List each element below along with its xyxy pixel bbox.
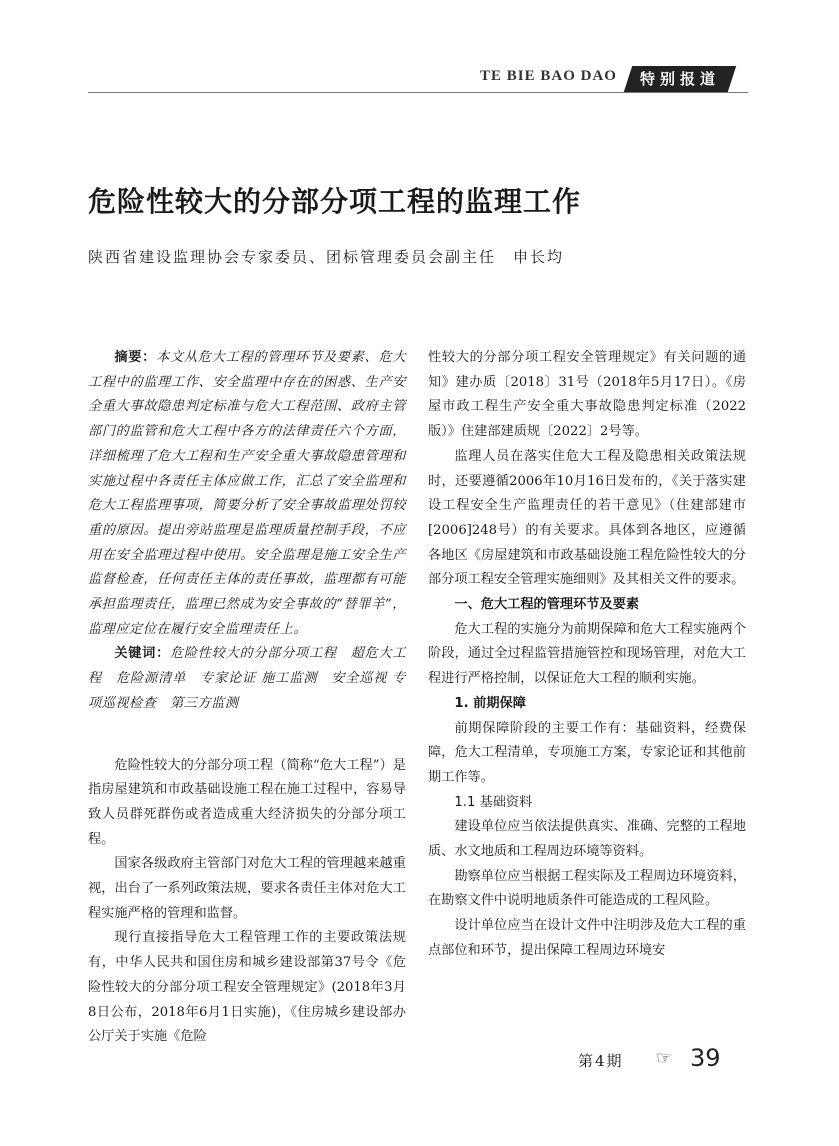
right-column [428,346,746,964]
body-paragraph: 性较大的分部分项工程安全管理规定》有关问题的通知》建办质〔2018〕31号（2018年5月17日）。《房屋市政工程生产安全重大事故隐患判定标准（2022版）》住建部建质规〔2022〕2号等。 [428,350,746,440]
section-heading: 一、危大工程的管理环节及要素 [454,597,640,613]
section-badge [624,66,736,92]
article-author: 陕西省建设监理协会专家委员、团标管理委员会副主任 申长均 [88,248,565,266]
abstract-label: 摘要： [114,350,157,365]
section-gap [88,717,406,754]
page-number: 39 [690,1044,721,1072]
body-paragraph: 设计单位应当在设计文件中注明涉及危大工程的重点部位和环节，提出保障工程周边环境安 [428,918,746,958]
abstract-text: 本文从危大工程的管理环节及要素、危大工程中的监理工作、安全监理中存在的困惑、生产安全重大事故隐患判定标准与危大工程范围、政府主管部门的监管和危大工程中各方的法律责任六个方面，详细梳理了危大工程和生产安全重大事故隐患管理和实施过程中各责任主体应做工作，汇总了安全监理和危大工程监理事项，简要分析了安全事故监理处罚较重的原因。提出旁站监理是监理质量控制手段，不应用在安全监理过程中使用。安全监理是施工安全生产监督检查，任何责任主体的责任事故，监理都有可能承担监理责任，监理已然成为安全事故的“替罪羊”，监理应定位在履行安全监理责任上。 [88,350,407,637]
body-paragraph: 危险性较大的分部分项工程（简称“危大工程”）是指房屋建筑和市政基础设施工程在施工过程中，容易导致人员群死群伤或者造成重大经济损失的分部分项工程。 [88,757,406,847]
section-badge-label: 特别报道 [639,70,720,88]
body-paragraph: 勘察单位应当根据工程实际及工程周边环境资料，在勘察文件中说明地质条件可能造成的工程风险。 [428,868,746,909]
body-paragraph: 国家各级政府主管部门对危大工程的管理越来越重视，出台了一系列政策法规，要求各责任主体对危大工程实施严格的管理和监督。 [88,856,406,921]
issue-number: 第4期 [578,1052,624,1070]
body-paragraph: 建设单位应当依法提供真实、准确、完整的工程地质、水文地质和工程周边环境等资料。 [428,819,746,860]
left-column [88,346,406,1050]
pointing-hand-icon: ☞ [656,1048,673,1069]
body-paragraph: 监理人员在落实住危大工程及隐患相关政策法规时，还要遵循2006年10月16日发布的，《关于落实建设工程安全生产监理责任的若干意见》（住建部建市[2006]248号）的有关要求。具体到各地区，应遵循各地区《房屋建筑和市政基础设施工程危险性较大的分部分项工程安全管理实施细则》及其相关文件的要求。 [428,448,746,588]
body-paragraph: 前期保障阶段的主要工作有：基础资料，经费保障，危大工程清单，专项施工方案，专家论证和其他前期工作等。 [428,720,746,785]
page-footer [560,1046,760,1076]
keywords [88,642,406,716]
article-title: 危险性较大的分部分项工程的监理工作 [88,185,582,218]
body-paragraph: 现行直接指导危大工程管理工作的主要政策法规有，中华人民共和国住房和城乡建设部第37号令《危险性较大的分部分项工程安全管理规定》(2018年3月8日公布，2018年6月1日实施)，《住房城乡建设部办公厅关于实施《危险 [88,930,406,1045]
subsection-heading: 1. 前期保障 [454,695,526,711]
section-label-en: TE BIE BAO DAO [480,68,617,84]
keywords-text: 危险性较大的分部分项工程 超危大工程 危险源清单 专家论证 施工监测 安全巡视 专项巡视检查 第三方监测 [88,646,407,711]
abstract [88,346,406,642]
subsection-heading: 1.1 基础资料 [454,794,533,810]
body-paragraph: 危大工程的实施分为前期保障和危大工程实施两个阶段，通过全过程监管措施管控和现场管理，对危大工程进行严格控制，以保证危大工程的顺利实施。 [428,621,746,687]
keywords-label: 关键词： [114,646,170,662]
header-rule [88,92,748,93]
